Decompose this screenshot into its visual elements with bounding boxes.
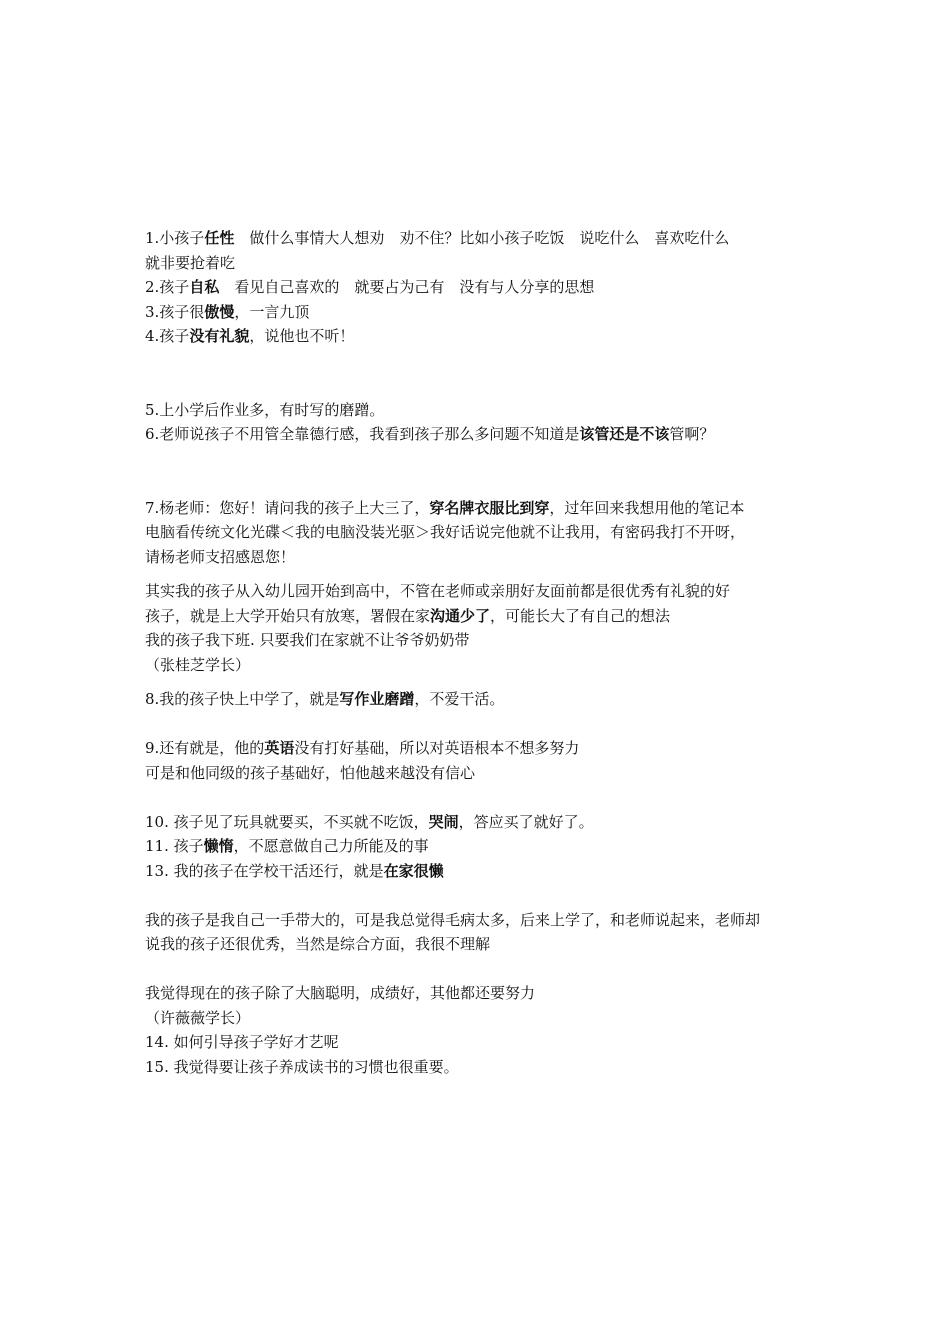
paragraph-spacer: [145, 785, 825, 810]
text-run: 9.还有就是，他的: [145, 739, 265, 757]
text-run: 电脑看传统文化光碟＜我的电脑没装光驱＞我好话说完他就不让我用，有密码我打不开呀，: [145, 523, 746, 541]
bold-keyword: 任性: [204, 229, 235, 247]
paragraph-spacer: [145, 447, 825, 496]
paragraph-spacer: [145, 349, 825, 398]
text-run: 我觉得现在的孩子除了大脑聪明，成绩好，其他都还要努力: [145, 984, 536, 1002]
text-run: 11. 孩子: [145, 837, 204, 855]
bold-keyword: 写作业磨蹭: [339, 690, 415, 708]
text-run: ，答应买了就好了。: [458, 812, 594, 831]
text-run: 孩子，就是上大学开始只有放寒，署假在家: [145, 606, 431, 625]
bold-keyword: 沟通少了: [430, 606, 491, 625]
text-line: [145, 810, 825, 835]
text-line: [145, 604, 825, 629]
text-line: [145, 251, 825, 276]
text-line: [145, 324, 825, 349]
text-run: 没有打好基础，所以对英语根本不想多努力: [294, 739, 580, 757]
text-run: 2.孩子: [145, 278, 190, 296]
text-run: （许薇薇学长）: [145, 1008, 251, 1027]
paragraph-block: [145, 736, 825, 785]
text-line: [145, 520, 825, 545]
paragraph-block: [145, 908, 825, 957]
bold-keyword: 该管还是不该: [579, 425, 670, 443]
text-run: 7.杨老师：您好！请问我的孩子上大三了，: [145, 498, 430, 517]
paragraph-block: [145, 398, 825, 447]
paragraph-spacer: [145, 957, 825, 982]
text-run: 请杨老师支招感恩您！: [145, 547, 296, 566]
text-line: [145, 908, 825, 933]
text-run: 说我的孩子还很优秀，当然是综合方面，我很不理解: [145, 935, 491, 953]
text-run: 其实我的孩子从入幼儿园开始到高中，不管在老师或亲朋好友面前都是很优秀有礼貌的好: [145, 582, 731, 600]
text-line: [145, 1030, 825, 1055]
document-body: [145, 226, 825, 1079]
text-run: 14. 如何引导孩子学好才艺呢: [145, 1033, 339, 1051]
bold-keyword: 穿名牌衣服比到穿: [429, 498, 550, 517]
paragraph-spacer: [145, 677, 825, 687]
text-line: [145, 300, 825, 325]
text-line: [145, 545, 825, 570]
text-line: [145, 579, 825, 604]
text-line: [145, 496, 825, 521]
text-run: （张桂芝学长）: [145, 655, 251, 674]
paragraph-block: [145, 810, 825, 884]
text-run: 4.孩子: [145, 327, 190, 345]
bold-keyword: 哭闹: [428, 812, 459, 831]
text-run: 8.我的孩子快上中学了，就是: [145, 690, 340, 708]
bold-keyword: 自私: [189, 278, 220, 296]
text-line: [145, 687, 825, 712]
paragraph-spacer: [145, 712, 825, 737]
text-line: [145, 422, 825, 447]
text-run: 10. 孩子见了玩具就要买，不买就不吃饭，: [145, 812, 429, 831]
text-run: ，不愿意做自己力所能及的事: [233, 837, 429, 855]
paragraph-block: [145, 579, 825, 677]
text-run: 管啊？: [669, 425, 715, 443]
text-line: [145, 275, 825, 300]
text-run: 5.上小学后作业多，有时写的磨蹭。: [145, 400, 385, 419]
text-line: [145, 981, 825, 1006]
bold-keyword: 没有礼貌: [189, 327, 250, 345]
text-run: 就非要抢着吃: [145, 253, 236, 272]
text-line: [145, 398, 825, 423]
bold-keyword: 英语: [264, 739, 295, 757]
text-run: 15. 我觉得要让孩子养成读书的习惯也很重要。: [145, 1057, 459, 1076]
bold-keyword: 懒惰: [203, 837, 234, 855]
text-line: [145, 226, 825, 251]
text-run: 3.孩子很: [145, 302, 205, 321]
text-run: ，说他也不听！: [249, 327, 355, 345]
text-line: [145, 628, 825, 653]
text-run: 可是和他同级的孩子基础好，怕他越来越没有信心: [145, 763, 476, 782]
paragraph-block: [145, 981, 825, 1079]
paragraph-block: [145, 496, 825, 570]
text-run: 我的孩子是我自己一手带大的，可是我总觉得毛病太多，后来上学了，和老师说起来，老师却: [145, 910, 761, 929]
text-line: [145, 761, 825, 786]
text-run: ，不爱干活。: [414, 690, 505, 708]
text-line: [145, 932, 825, 957]
text-run: ，一言九顶: [234, 302, 310, 321]
bold-keyword: 傲慢: [204, 302, 235, 321]
text-run: 我的孩子我下班. 只要我们在家就不让爷爷奶奶带: [145, 631, 470, 649]
paragraph-block: [145, 226, 825, 349]
text-run: ，过年回来我想用他的笔记本: [549, 498, 745, 517]
text-run: 1.小孩子: [145, 229, 205, 247]
bold-keyword: 在家很懒: [383, 861, 444, 880]
text-line: [145, 736, 825, 761]
text-run: 13. 我的孩子在学校干活还行，就是: [145, 861, 384, 880]
paragraph-block: [145, 687, 825, 712]
text-line: [145, 834, 825, 859]
paragraph-spacer: [145, 569, 825, 579]
paragraph-spacer: [145, 883, 825, 908]
text-run: ，可能长大了有自己的想法: [490, 606, 671, 625]
text-run: 做什么事情大人想劝 劝不住？比如小孩子吃饭 说吃什么 喜欢吃什么: [234, 229, 730, 247]
text-run: 6.老师说孩子不用管全靠德行感，我看到孩子那么多问题不知道是: [145, 425, 580, 443]
text-run: 看见自己喜欢的 就要占为己有 没有与人分享的思想: [219, 278, 595, 296]
text-line: [145, 653, 825, 678]
text-line: [145, 859, 825, 884]
text-line: [145, 1055, 825, 1080]
text-line: [145, 1006, 825, 1031]
